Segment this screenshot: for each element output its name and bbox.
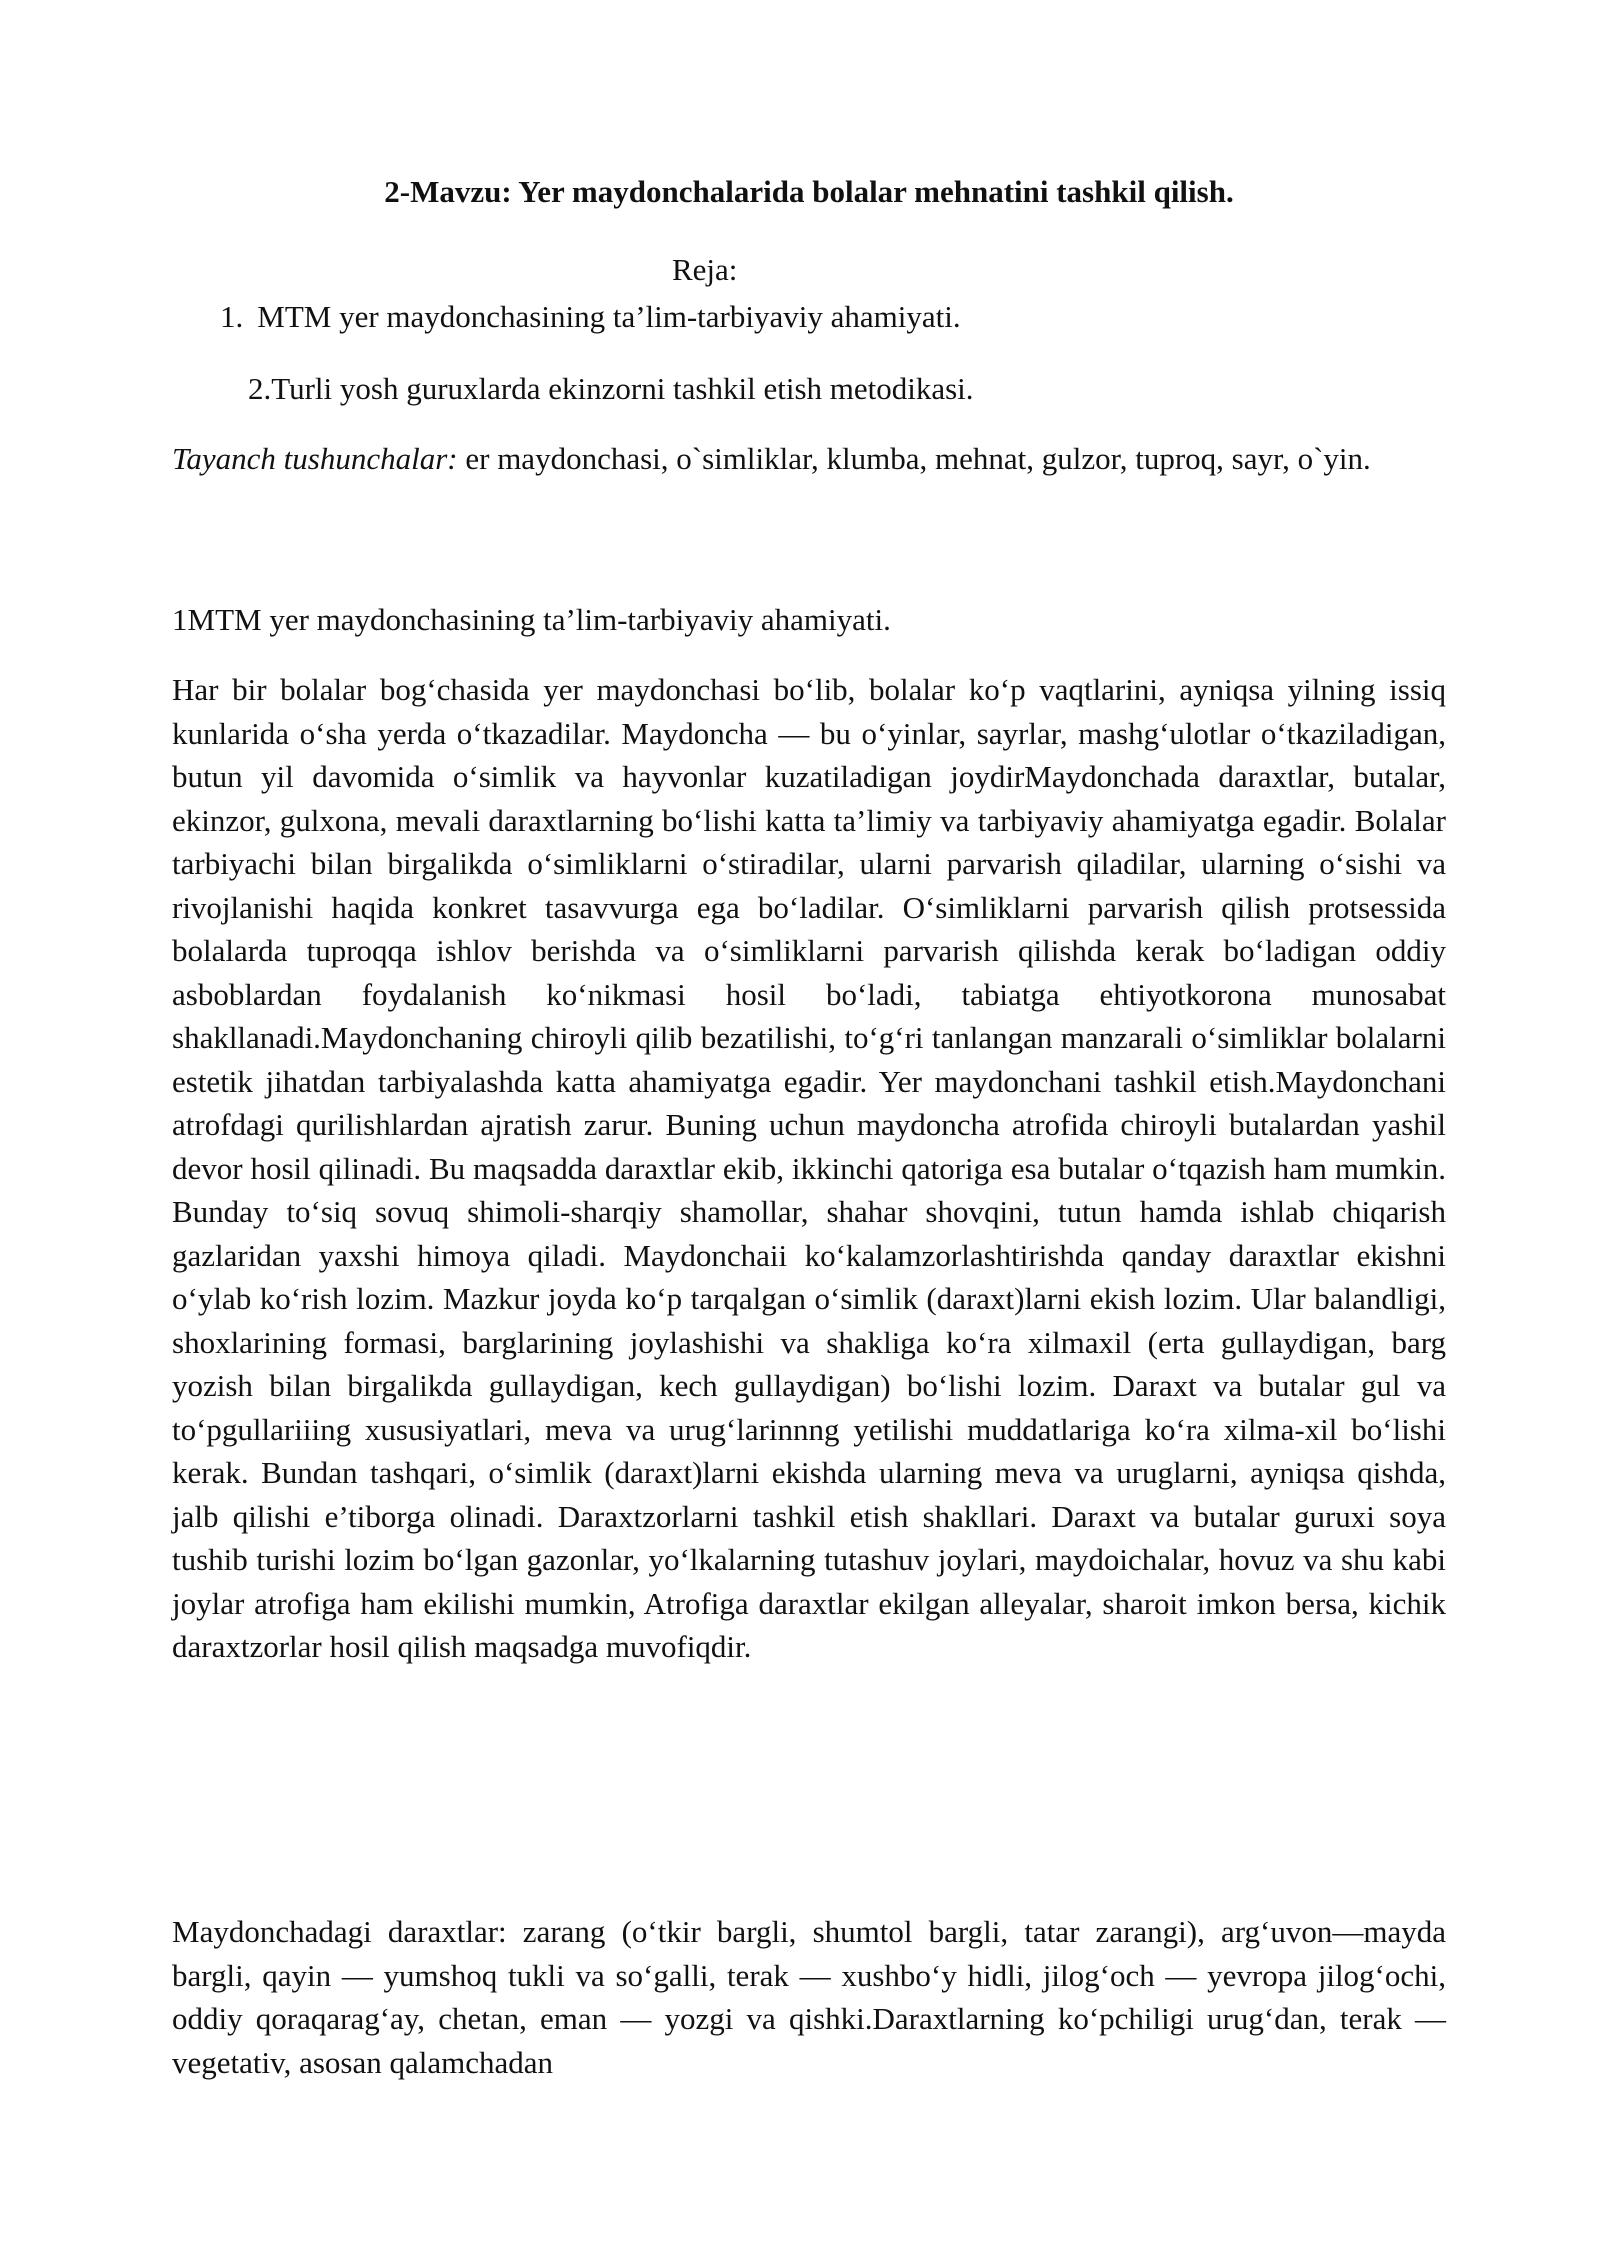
plan-item-number: 1. (220, 299, 244, 334)
plan-heading: Reja: (672, 252, 738, 287)
key-concepts-text: er maydonchasi, o`simliklar, klumba, mehnat, gulzor, tuproq, sayr, o`yin. (457, 441, 1371, 476)
document-title: 2-Mavzu: Yer maydonchalarida bolalar mehnatini tashkil qilish. (384, 174, 1234, 209)
plan-item-text: MTM yer maydonchasining ta’lim-tarbiyaviy ahamiyati. (257, 299, 961, 334)
plan-list (220, 295, 974, 406)
key-concepts (172, 437, 1446, 481)
plan-item (220, 295, 961, 339)
plan-item (248, 367, 974, 411)
plan-item-text: 2.Turli yosh guruxlarda ekinzorni tashkil etish metodikasi. (248, 371, 974, 406)
body-paragraph: Har bir bolalar bog‘chasida yer maydonchasi bo‘lib, bolalar ko‘p vaqtlarini, ayniqsa yilning issiq kunlarida o‘sha yerda o‘tkazadilar. Maydoncha — bu o‘yinlar, sayrlar, mashg‘ulotlar o‘tkaziladigan, butun yil davomida o‘simlik va hayvonlar kuzatiladigan joydirMaydonchada daraxtlar, butalar, ekinzor, gulxona, mevali daraxtlarning bo‘lishi katta ta’limiy va tarbiyaviy ahamiyatga egadir. Bolalar tarbiyachi bilan birgalikda o‘simliklarni o‘stiradilar, ularni parvarish qiladilar, ularning o‘sishi va rivojlanishi haqida konkret tasavvurga ega bo‘ladilar. O‘simliklarni parvarish qilish protsessida bolalarda tuproqqa ishlov berishda va o‘simliklarni parvarish qilishda kerak bo‘ladigan oddiy asboblardan foydalanish ko‘nikmasi hosil bo‘ladi, tabiatga ehtiyotkorona munosabat shakllanadi.Maydonchaning chiroyli qilib bezatilishi, to‘g‘ri tanlangan manzarali o‘simliklar bolalarni estetik jihatdan tarbiyalashda katta ahamiyatga egadir. Yer maydonchani tashkil etish.Maydonchani atrofdagi qurilishlardan ajratish zarur. Buning uchun maydoncha atrofida chiroyli butalardan yashil devor hosil qilinadi. Bu maqsadda daraxtlar ekib, ikkinchi qatoriga esa butalar o‘tqazish ham mumkin. Bunday to‘siq sovuq shimoli-sharqiy shamollar, shahar shovqini, tutun hamda ishlab chiqarish gazlaridan yaxshi himoya qiladi. Maydonchaii ko‘kalamzorlashtirishda qanday daraxtlar ekishni o‘ylab ko‘rish lozim. Mazkur joyda ko‘p tarqalgan o‘simlik (daraxt)larni ekish lozim. Ular balandligi, shoxlarining formasi, barglarining joylashishi va shakliga ko‘ra xilmaxil (erta gullaydigan, barg yozish bilan birgalikda gullaydigan, kech gullaydigan) bo‘lishi lozim. Daraxt va butalar gul va to‘pgullariiing xususiyatlari, meva va urug‘larinnng yetilishi muddatlariga ko‘ra xilma-xil bo‘lishi kerak. Bundan tashqari, o‘simlik (daraxt)larni ekishda ularning meva va uruglarni, ayniqsa qishda, jalb qilishi e’tiborga olinadi. Daraxtzorlarni tashkil etish shakllari. Daraxt va butalar guruxi soya tushib turishi lozim bo‘lgan gazonlar, yo‘lkalarning tutashuv joylari, maydoichalar, hovuz va shu kabi joylar atrofiga ham ekilishi mumkin, Atrofiga daraxtlar ekilgan alleyalar, sharoit imkon bersa, kichik daraxtzorlar hosil qilish maqsadga muvofiqdir. (172, 672, 1446, 1664)
section-heading: 1MTM yer maydonchasining ta’lim-tarbiyaviy ahamiyati. (172, 602, 891, 637)
body-paragraph: Maydonchadagi daraxtlar: zarang (o‘tkir bargli, shumtol bargli, tatar zarangi), arg‘uvon—mayda bargli, qayin — yumshoq tukli va so‘galli, terak — xushbo‘y hidli, jilog‘och — yevropa jilog‘ochi, oddiy qoraqarag‘ay, chetan, eman — yozgi va qishki.Daraxtlarning ko‘pchiligi urug‘dan, terak — vegetativ, asosan qalamchadan (172, 1914, 1446, 2080)
key-concepts-label: Tayanch tushunchalar: (172, 441, 458, 476)
